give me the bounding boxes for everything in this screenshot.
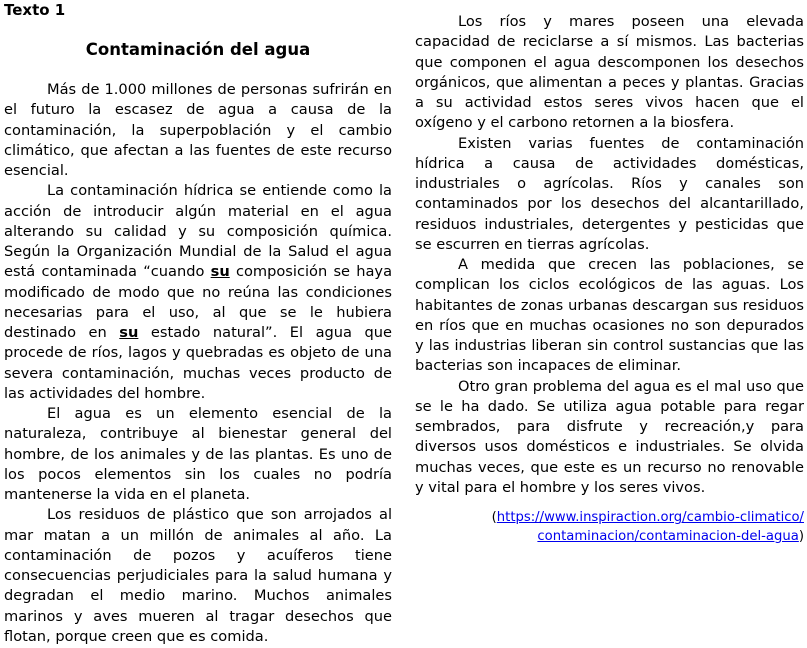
paragraph-left-2 [4, 181, 392, 404]
paragraph-left-2-text-c: composición se haya modificado de modo que no reúna las condiciones necesarias para el uso, al que se le hubiera destinado en [4, 263, 393, 341]
source-close-paren: ) [798, 529, 804, 544]
left-column-body [4, 80, 392, 647]
paragraph-left-2-text-e: estado natural”. El agua que procede de ríos, lagos y quebradas es objeto de una severa contaminación, muchas veces producto de las actividades del hombre. [4, 324, 392, 402]
paragraph-left-2-text-a: La contaminación hídrica se entiende como la acción de introducir algún material en el agua alterando su calidad y su composición química. Según la Organización Mundial de la Salud el agua está contaminada “cuando [4, 182, 392, 281]
source-citation [415, 508, 804, 546]
source-link-line2[interactable]: contaminacion/contaminacion-del-agua [537, 529, 799, 544]
paragraph-right-2: Existen varias fuentes de contaminación hídrica a causa de actividades domésticas, industriales o agrícolas. Ríos y canales son contaminados por los desechos del alcantarillado, residuos industriales, detergentes y pesticidas que se escurren en tierras agrícolas. [415, 134, 804, 253]
source-open-paren: ( [491, 510, 497, 525]
right-column [415, 12, 804, 546]
paragraph-left-4: Los residuos de plástico que son arrojados al mar matan a un millón de animales al año. La contaminación de pozos y acuíferos tiene consecuencias perjudiciales para la salud humana y degradan el medio marino. Muchos animales marinos y aves mueren al tragar desechos que flotan, porque creen que es comida. [4, 506, 392, 645]
paragraph-right-1: Los ríos y mares poseen una elevada capacidad de reciclarse a sí mismos. Las bacterias que componen el agua descomponen los desechos orgánicos, que alimentan a peces y plantas. Gracias a su actividad estos seres vivos hacen que el oxígeno y el carbono retornen a la biosfera. [415, 13, 804, 132]
paragraph-right-4: Otro gran problema del agua es el mal uso que se le ha dado. Se utiliza agua potable para regar sembrados, para disfrute y recreación,y para diversos usos domésticos e industriales. Se olvida muchas veces, que este es un recurso no renovable y vital para el hombre y los seres vivos. [415, 377, 804, 496]
emphasis-su-1: su [210, 263, 230, 281]
text-label: Texto 1 [4, 1, 66, 19]
article-title: Contaminación del agua [85, 40, 311, 59]
paragraph-left-1: Más de 1.000 millones de personas sufrirán en el futuro la escasez de agua a causa de la contaminación, la superpoblación y el cambio climático, que afectan a las fuentes de este recurso esencial. [4, 81, 392, 179]
paragraph-right-3: A medida que crecen las poblaciones, se complican los ciclos ecológicos de las aguas. Los habitantes de zonas urbanas descargan sus residuos en ríos que en muchas ocasiones no son depurados y las industrias liberan sin control sustancias que las bacterias son incapaces de eliminar. [415, 256, 804, 375]
paragraph-left-3: El agua es un elemento esencial de la naturaleza, contribuye al bienestar general del hombre, de los animales y de las plantas. Es uno de los pocos elementos sin los cuales no podría mantenerse la vida en el planeta. [4, 405, 392, 503]
source-link-line1[interactable]: https://www.inspiraction.org/cambio-climatico/ [496, 510, 804, 525]
emphasis-su-2: su [119, 324, 139, 341]
